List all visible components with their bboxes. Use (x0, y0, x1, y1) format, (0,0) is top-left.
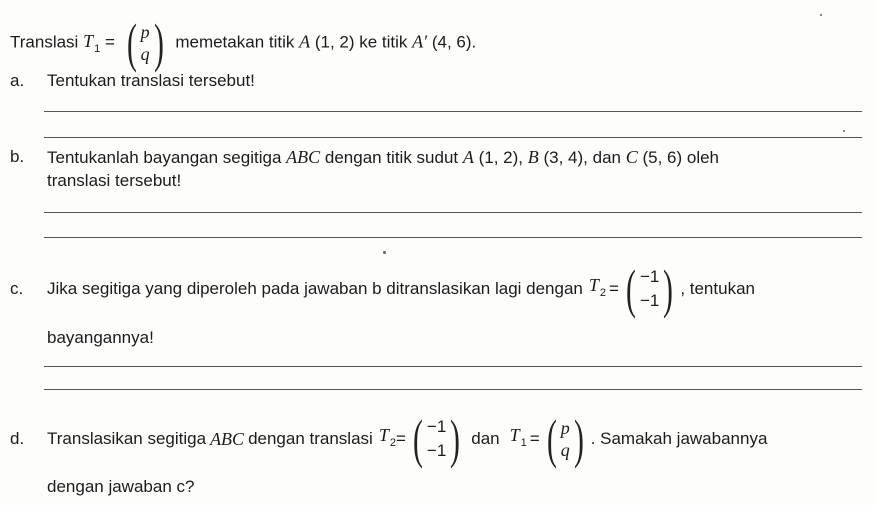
right-paren: ) (153, 13, 164, 73)
t2-vector (622, 259, 677, 319)
vertex-c-coords: (5, 6) oleh (642, 148, 720, 167)
equals-sign: = (104, 32, 115, 52)
question-b-marker: b. (10, 147, 25, 166)
intro-prefix: Translasi (10, 32, 79, 52)
t1-vector (543, 409, 588, 469)
right-paren: ) (663, 259, 674, 319)
vertex-a-coords: (1, 2), (478, 148, 524, 167)
t2-vector (409, 409, 464, 469)
t2-symbol: $T_2$ (378, 425, 396, 449)
question-d-text-2: dengan translasi (248, 429, 373, 448)
triangle-abc: ABC (210, 429, 245, 449)
question-b-line-2: translasi tersebut! (47, 171, 182, 190)
question-c-text-2: , tentukan (680, 279, 755, 298)
vertex-b-coords: (3, 4), dan (543, 148, 621, 167)
intro-statement (10, 13, 477, 73)
answer-line-b1 (44, 212, 862, 213)
question-d-and: dan (471, 429, 500, 448)
vector-top: p (560, 418, 570, 438)
question-d-line-2: dengan jawaban c? (47, 477, 195, 496)
equals-sign: = (529, 429, 540, 448)
point-a-prime: A′ (412, 31, 428, 52)
vector-top: −1 (639, 267, 660, 286)
left-paren: ( (126, 13, 137, 73)
t1-symbol: $T_1$ (509, 425, 527, 449)
question-a-text: Tentukan translasi tersebut! (47, 71, 255, 90)
point-a: A (299, 31, 311, 52)
answer-line-c1 (44, 366, 862, 367)
answer-line-a1 (44, 111, 862, 112)
question-b-line-1 (47, 146, 719, 169)
left-paren: ( (625, 259, 636, 319)
question-c-line-1 (47, 259, 755, 319)
triangle-abc: ABC (286, 147, 321, 167)
question-a-marker: a. (10, 71, 25, 90)
vertex-a: A (462, 147, 474, 167)
question-c-text-1: Jika segitiga yang diperoleh pada jawaban b ditranslasikan lagi dengan (47, 279, 583, 298)
scan-speck (383, 251, 386, 254)
question-d-marker: d. (10, 429, 25, 448)
answer-line-a2 (44, 137, 862, 138)
equals-sign: = (609, 279, 619, 298)
vector-top: −1 (426, 417, 447, 436)
t1-vector (123, 13, 168, 73)
question-d-text-1: Translasikan segitiga (47, 429, 207, 448)
question-b-text-1: Tentukanlah bayangan segitiga (47, 148, 282, 167)
vertex-c: C (625, 147, 638, 167)
coords-a-prime: (4, 6). (431, 32, 477, 52)
question-b-text-2: dengan titik sudut (324, 148, 459, 167)
vector-bottom: q (140, 44, 150, 64)
scan-speck (843, 130, 845, 132)
scan-speck (820, 14, 822, 16)
vector-bottom: −1 (426, 441, 447, 460)
right-paren: ) (573, 409, 584, 469)
question-d-line-1 (47, 409, 768, 469)
coords-a: (1, 2) ke titik (314, 32, 408, 52)
t2-symbol: $T_2$ (588, 275, 607, 299)
left-paren: ( (546, 409, 557, 469)
vector-bottom: −1 (639, 291, 660, 310)
t1-symbol: $T_1$ (83, 31, 101, 56)
intro-middle: memetakan titik (175, 32, 295, 52)
vertex-b: B (527, 147, 539, 167)
vector-top: p (140, 22, 150, 42)
vector-bottom: q (560, 440, 570, 460)
answer-line-b2 (44, 237, 862, 238)
question-d-text-3: . Samakah jawabannya (590, 429, 768, 448)
question-c-line-2: bayangannya! (47, 328, 154, 347)
equals-sign: = (395, 429, 406, 448)
right-paren: ) (450, 409, 461, 469)
question-c-marker: c. (10, 279, 24, 298)
answer-line-c2 (44, 389, 862, 390)
left-paren: ( (412, 409, 423, 469)
